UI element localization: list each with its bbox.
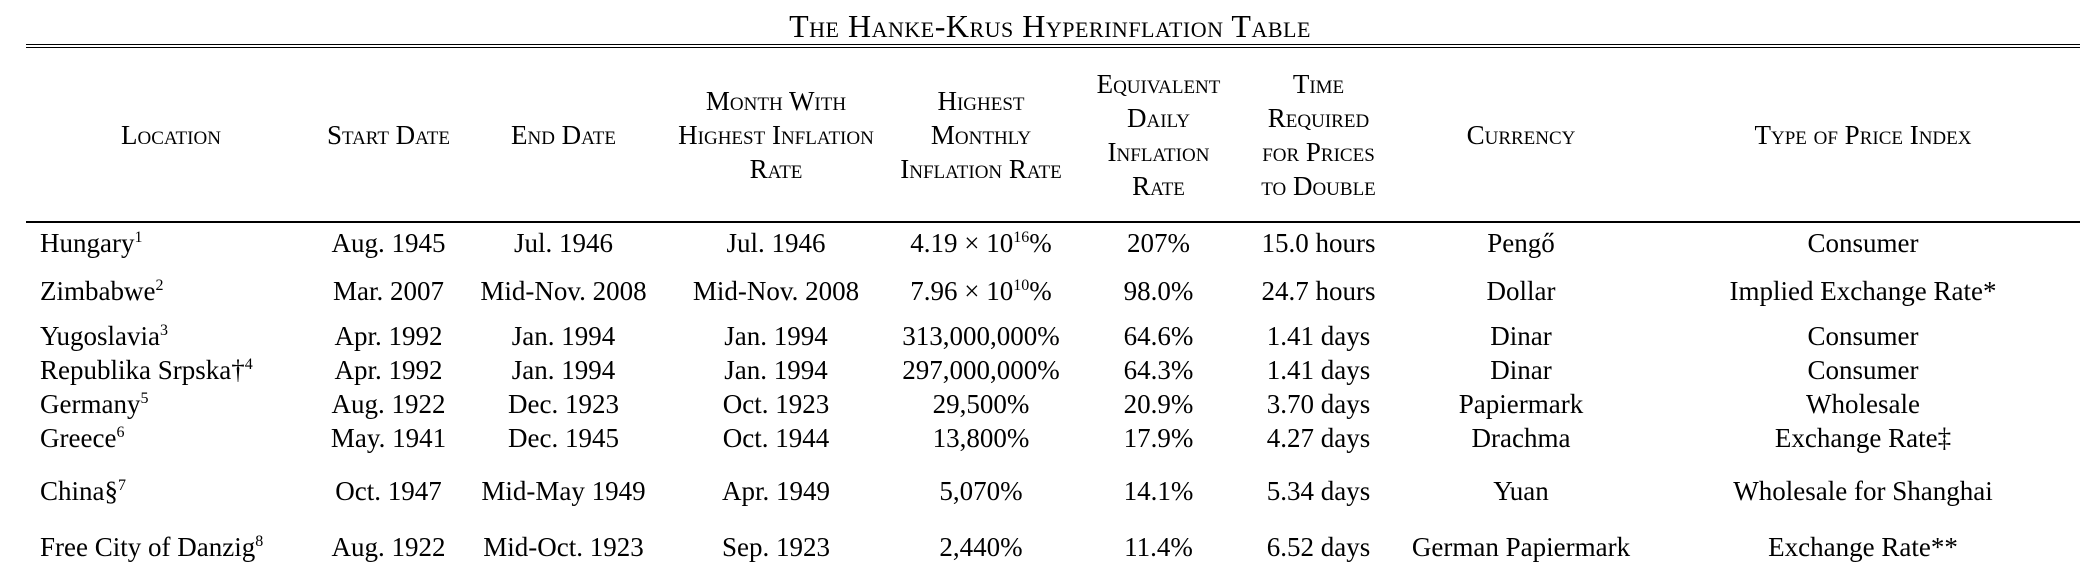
cell-end: Mid-Nov. 2008 bbox=[480, 276, 647, 306]
cell-month: Apr. 1949 bbox=[722, 476, 830, 506]
cell-highest: 2,440% bbox=[939, 532, 1023, 562]
cell-highest: $4.19 \times 10^{16}\%$ bbox=[910, 228, 1052, 258]
cell-location: Zimbabwe$^2$ bbox=[40, 276, 164, 306]
table-title: The Hanke-Krus Hyperinflation Table bbox=[789, 8, 1311, 44]
cell-type: Implied Exchange Rate* bbox=[1729, 276, 1997, 306]
cell-location: Greece$^6$ bbox=[40, 423, 125, 453]
table-row bbox=[26, 353, 2080, 387]
cell-month: Jan. 1994 bbox=[724, 321, 828, 351]
cell-daily: 207% bbox=[1127, 228, 1190, 258]
cell-time: 4.27 days bbox=[1266, 423, 1371, 453]
cell-time: 15.0 hours bbox=[1261, 228, 1376, 258]
cell-start: Aug. 1945 bbox=[331, 228, 446, 258]
cell-location: Yugoslavia$^3$ bbox=[40, 321, 168, 351]
cell-currency: Papiermark bbox=[1458, 389, 1584, 419]
cell-start: Aug. 1922 bbox=[331, 389, 446, 419]
cell-daily: 64.3% bbox=[1123, 355, 1194, 385]
cell-start: May. 1941 bbox=[330, 423, 447, 453]
header-highest-monthly-rate: Highest Monthly Inflation Rate bbox=[886, 46, 1076, 222]
header-location: Location bbox=[26, 46, 316, 222]
cell-highest: 313,000,000% bbox=[902, 321, 1060, 351]
cell-month: Mid-Nov. 2008 bbox=[692, 276, 860, 306]
cell-daily: 20.9% bbox=[1123, 389, 1194, 419]
table-row bbox=[26, 319, 2080, 353]
table-row bbox=[26, 527, 2080, 567]
table-row bbox=[26, 387, 2080, 421]
cell-type: Wholesale bbox=[1806, 389, 1920, 419]
cell-highest: $7.96 \times 10^{10}\%$ bbox=[910, 276, 1052, 306]
cell-type: Wholesale for Shanghai bbox=[1733, 476, 1993, 506]
cell-time: 5.34 days bbox=[1266, 476, 1371, 506]
cell-daily: 98.0% bbox=[1123, 276, 1194, 306]
cell-location: Germany$^5$ bbox=[40, 389, 149, 419]
cell-end: Mid-Oct. 1923 bbox=[483, 532, 644, 562]
cell-start: Apr. 1992 bbox=[334, 355, 443, 385]
cell-time: 1.41 days bbox=[1266, 355, 1371, 385]
cell-start: Mar. 2007 bbox=[333, 276, 444, 306]
cell-start: Aug. 1922 bbox=[331, 532, 446, 562]
cell-type: Consumer bbox=[1807, 355, 1919, 385]
cell-currency: Dinar bbox=[1490, 321, 1552, 351]
cell-month: Jul. 1946 bbox=[726, 228, 826, 258]
footnote-marker: 4 bbox=[244, 356, 253, 373]
header-daily-rate: Equivalent Daily Inflation Rate bbox=[1076, 46, 1241, 222]
cell-type: Exchange Rate‡ bbox=[1774, 423, 1952, 453]
header-start-date: Start Date bbox=[316, 46, 461, 222]
header-row bbox=[26, 46, 2080, 222]
table-row bbox=[26, 222, 2080, 263]
header-highest-month: Month With Highest Inflation Rate bbox=[666, 46, 886, 222]
cell-start: Apr. 1992 bbox=[334, 321, 443, 351]
cell-daily: 17.9% bbox=[1123, 423, 1194, 453]
footnote-marker: 7 bbox=[118, 477, 126, 494]
cell-currency: Yuan bbox=[1493, 476, 1549, 506]
footnote-marker: 3 bbox=[159, 322, 168, 339]
table-row bbox=[26, 455, 2080, 527]
footnote-marker: 5 bbox=[140, 390, 149, 407]
footnote-marker: 8 bbox=[255, 533, 264, 550]
cell-type: Consumer bbox=[1807, 228, 1919, 258]
cell-month: Jan. 1994 bbox=[724, 355, 828, 385]
cell-end: Jul. 1946 bbox=[513, 228, 613, 258]
cell-highest: 29,500% bbox=[932, 389, 1030, 419]
cell-highest: 297,000,000% bbox=[902, 355, 1060, 385]
footnote-marker: 1 bbox=[134, 229, 143, 246]
cell-month: Oct. 1923 bbox=[722, 389, 830, 419]
cell-currency: German Papiermark bbox=[1411, 532, 1631, 562]
cell-time: 24.7 hours bbox=[1261, 276, 1376, 306]
table-row bbox=[26, 421, 2080, 455]
cell-time: 6.52 days bbox=[1266, 532, 1371, 562]
cell-end: Jan. 1994 bbox=[511, 355, 616, 385]
cell-end: Dec. 1923 bbox=[508, 389, 619, 419]
cell-type: Exchange Rate** bbox=[1768, 532, 1958, 562]
header-currency: Currency bbox=[1396, 46, 1646, 222]
cell-end: Jan. 1994 bbox=[511, 321, 616, 351]
cell-month: Oct. 1944 bbox=[722, 423, 830, 453]
cell-location: Hungary$^1$ bbox=[40, 228, 143, 258]
cell-time: 1.41 days bbox=[1266, 321, 1371, 351]
footnote-marker: 6 bbox=[116, 424, 125, 441]
cell-start: Oct. 1947 bbox=[335, 476, 442, 506]
cell-type: Consumer bbox=[1807, 321, 1919, 351]
cell-daily: 14.1% bbox=[1123, 476, 1194, 506]
cell-currency: Dollar bbox=[1486, 276, 1556, 306]
cell-daily: 64.6% bbox=[1123, 321, 1194, 351]
cell-location: China§$^7$ bbox=[40, 476, 126, 506]
cell-end: Dec. 1945 bbox=[508, 423, 619, 453]
cell-currency: Drachma bbox=[1471, 423, 1571, 453]
cell-daily: 11.4% bbox=[1124, 532, 1193, 562]
cell-location: Republika Srpska†$^4$ bbox=[40, 355, 253, 385]
header-doubling-time: Time Required for Prices to Double bbox=[1241, 46, 1396, 222]
cell-highest: 13,800% bbox=[932, 423, 1030, 453]
cell-highest: 5,070% bbox=[939, 476, 1023, 506]
table-row bbox=[26, 263, 2080, 319]
header-price-index: Type of Price Index bbox=[1646, 46, 2080, 222]
cell-month: Sep. 1923 bbox=[722, 532, 830, 562]
header-end-date: End Date bbox=[461, 46, 666, 222]
cell-end: Mid-May 1949 bbox=[481, 476, 646, 506]
footnote-marker: 2 bbox=[155, 277, 164, 294]
cell-currency: Dinar bbox=[1490, 355, 1552, 385]
cell-currency: Pengő bbox=[1487, 228, 1555, 258]
hyperinflation-table bbox=[26, 44, 2080, 567]
cell-time: 3.70 days bbox=[1266, 389, 1371, 419]
cell-location: Free City of Danzig$^8$ bbox=[40, 532, 264, 562]
